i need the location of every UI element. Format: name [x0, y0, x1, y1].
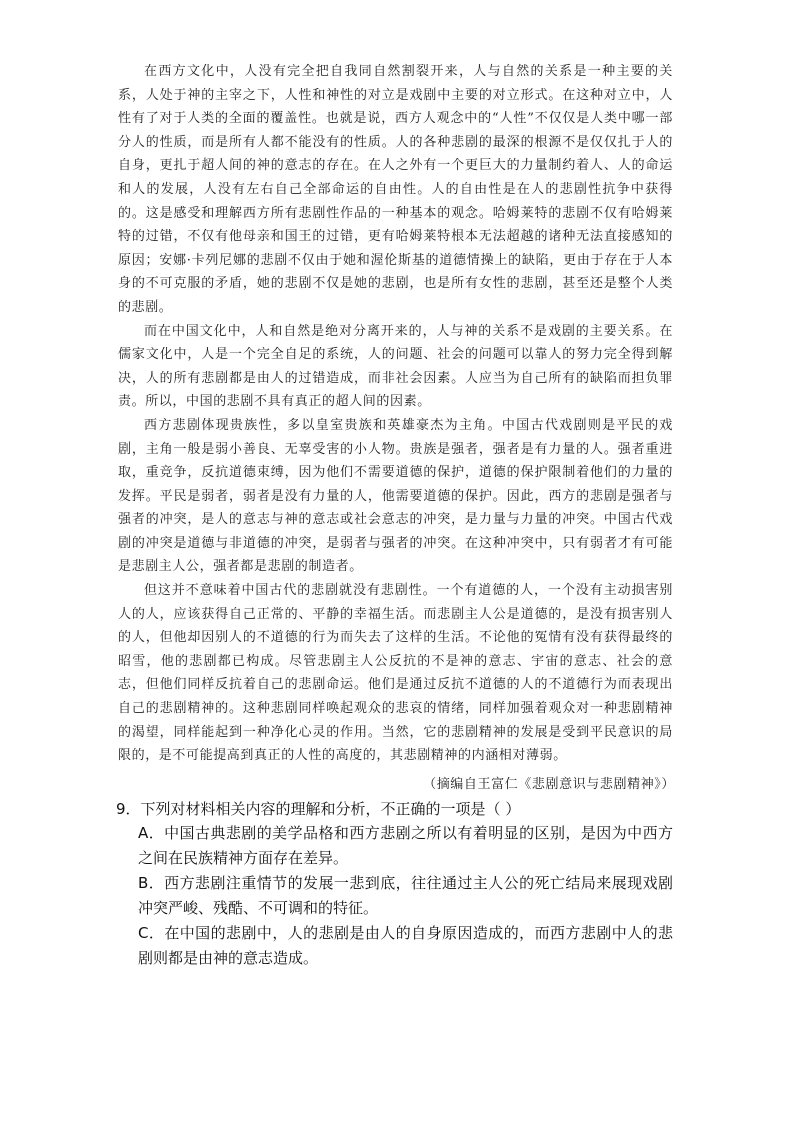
source-citation: （摘编自王富仁《悲剧意识与悲剧精神》）	[423, 776, 675, 792]
answer-options	[116, 821, 673, 971]
question-9	[116, 797, 673, 971]
passage-paragraph-4: 但这并不意味着中国古代的悲剧就没有悲剧性。一个有道德的人，一个没有主动损害别人的人，应该获得自己正常的、平静的幸福生活。而悲剧主人公是道德的，是没有损害别人的人，但他却因别人的不道德的行为而失去了这样的生活。不论他的冤情有没有获得最终的昭雪，他的悲剧都已构成。尽管悲剧主人公反抗的不是神的意志、宇宙的意志、社会的意志，但他们同样反抗着自己的悲剧命运。他们是通过反抗不道德的人的不道德行为而表现出自己的悲剧精神的。这种悲剧同样唤起观众的悲哀的情绪，同样加强着观众对一种悲剧精神的渴望，同样能起到一种净化心灵的作用。当然，它的悲剧精神的发展是受到平民意识的局限的，是不可能提高到真正的人性的高度的，其悲剧精神的内涵相对薄弱。	[118, 583, 673, 764]
reading-passage	[118, 60, 673, 768]
passage-paragraph-2: 而在中国文化中，人和自然是绝对分离开来的，人与神的关系不是戏剧的主要关系。在儒家文化中，人是一个完全自足的系统，人的问题、社会的问题可以靠人的努力完全得到解决，人的所有悲剧都是由人的过错造成，而非社会因素。人应当为自己所有的缺陷而担负罪责。所以，中国的悲剧不具有真正的超人间的因素。	[118, 323, 673, 410]
passage-paragraph-1: 在西方文化中，人没有完全把自我同自然割裂开来，人与自然的关系是一种主要的关系，人处于神的主宰之下，人性和神性的对立是戏剧中主要的对立形式。在这种对立中，人性有了对于人类的全面的覆盖性。也就是说，西方人观念中的“人性”不仅仅是人类中哪一部分人的性质，而是所有人都不能没有的性质。人的各种悲剧的最深的根源不是仅仅扎于人的自身，更扎于超人间的神的意志的存在。在人之外有一个更巨大的力量制约着人、人的命运和人的发展，人没有左右自己全部命运的自由性。人的自由性是在人的悲剧性抗争中获得的。这是感受和理解西方所有悲剧性作品的一种基本的观念。哈姆莱特的悲剧不仅有哈姆莱特的过错，不仅有他母亲和国王的过错，更有哈姆莱特根本无法超越的诸种无法直接感知的原因；安娜·卡列尼娜的悲剧不仅由于她和渥伦斯基的道德情操上的缺陷，更由于存在于人本身的不可克服的矛盾，她的悲剧不仅是她的悲剧，也是所有女性的悲剧，甚至还是整个人类的悲剧。	[118, 64, 673, 315]
passage-paragraph-3: 西方悲剧体现贵族性，多以皇室贵族和英雄豪杰为主角。中国古代戏剧则是平民的戏剧，主角一般是弱小善良、无辜受害的小人物。贵族是强者，强者是有力量的人。强者重进取，重竞争，反抗道德束缚，因为他们不需要道德的保护，道德的保护限制着他们的力量的发挥。平民是弱者，弱者是没有力量的人，他需要道德的保护。因此，西方的悲剧是强者与强者的冲突，是人的意志与神的意志或社会意志的冲突，是力量与力量的冲突。中国古代戏剧的冲突是道德与非道德的冲突，是弱者与强者的冲突。在这种冲突中，只有弱者才有可能是悲剧主人公，强者都是悲剧的制造者。	[118, 417, 673, 575]
option-c[interactable]: C．在中国的悲剧中，人的悲剧是由人的自身原因造成的，而西方悲剧中人的悲剧则都是由神的意志造成。	[138, 923, 673, 967]
option-b[interactable]: B．西方悲剧注重情节的发展一悲到底，往往通过主人公的死亡结局来展现戏剧冲突严峻、残酷、不可调和的特征。	[138, 873, 673, 917]
option-a[interactable]: A．中国古典悲剧的美学品格和西方悲剧之所以有着明显的区别，是因为中西方之间在民族精神方面存在差异。	[138, 823, 673, 867]
question-stem: 9．下列对材料相关内容的理解和分析，不正确的一项是（ ）	[116, 799, 521, 818]
